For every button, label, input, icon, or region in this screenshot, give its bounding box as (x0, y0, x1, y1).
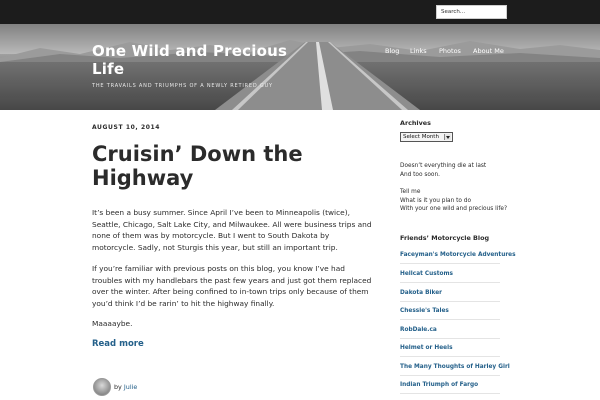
archives-select-value: Select Month (403, 134, 439, 140)
archives-select[interactable] (400, 132, 453, 142)
nav-item-blog[interactable]: Blog (385, 47, 400, 55)
nav-item-links[interactable]: Links (410, 47, 427, 55)
post-paragraph: If you’re familiar with previous posts on this blog, you know I’ve had troubles with my handlebars the past few years and just got them replaced over the winter. After being confined to in-town trips only because of them you’d think I’d be rarin’ to hit the highway finally. (92, 264, 372, 308)
quote-line: Doesn’t everything die at last (400, 163, 487, 169)
quote-line: And too soon. (400, 171, 441, 178)
post-byline (114, 383, 137, 391)
blog-link[interactable]: Indian Triumph of Fargo (400, 382, 479, 388)
byline-prefix: by (114, 383, 122, 391)
blog-link[interactable]: Hellcat Customs (400, 271, 453, 277)
site-tagline: THE TRAVAILS AND TRIUMPHS OF A NEWLY RETIRED GUY (92, 83, 273, 89)
search-input[interactable]: Search... (436, 5, 507, 19)
archives-title: Archives (400, 119, 431, 127)
blogs-title: Friends’ Motorcycle Blog (400, 234, 490, 242)
top-bar (0, 0, 600, 24)
blog-link[interactable]: The Many Thoughts of Harley Girl (400, 364, 510, 370)
post-paragraph: Maaaaybe. (92, 319, 133, 328)
nav-item-about-me[interactable]: About Me (473, 47, 504, 55)
nav-item-photos[interactable]: Photos (439, 47, 461, 55)
quote-line: With your one wild and precious life? (400, 206, 508, 212)
author-link[interactable]: Julie (123, 383, 138, 391)
post-title[interactable]: Cruisin’ Down the Highway (92, 142, 303, 190)
blog-link[interactable]: Helmet or Heels (400, 345, 453, 351)
blog-link[interactable]: Chessie's Tales (400, 308, 449, 314)
blog-link[interactable]: Dakota Biker (400, 290, 443, 296)
quote-line: What is it you plan to do (400, 197, 472, 204)
read-more-link[interactable]: Read more (92, 339, 144, 349)
blog-link[interactable]: Faceyman's Motorcycle Adventures (400, 252, 516, 258)
site-header (0, 24, 600, 110)
author-avatar (93, 378, 111, 396)
post-paragraph: It’s been a busy summer. Since April I’ve been to Minneapolis (twice), Seattle, Chicago, Salt Lake City, and Milwaukee. All were business trips and none of them was by motorcycle. But I went to South Dakota by motorcycle. Sadly, not Sturgis this year, but still an important trip. (92, 208, 372, 252)
blog-link[interactable]: RobDale.ca (400, 327, 437, 333)
site-title[interactable]: One Wild and Precious Life (92, 42, 288, 78)
chevron-down-icon (444, 134, 451, 140)
post-date[interactable]: AUGUST 10, 2014 (92, 124, 161, 131)
quote-line: Tell me (400, 189, 421, 195)
